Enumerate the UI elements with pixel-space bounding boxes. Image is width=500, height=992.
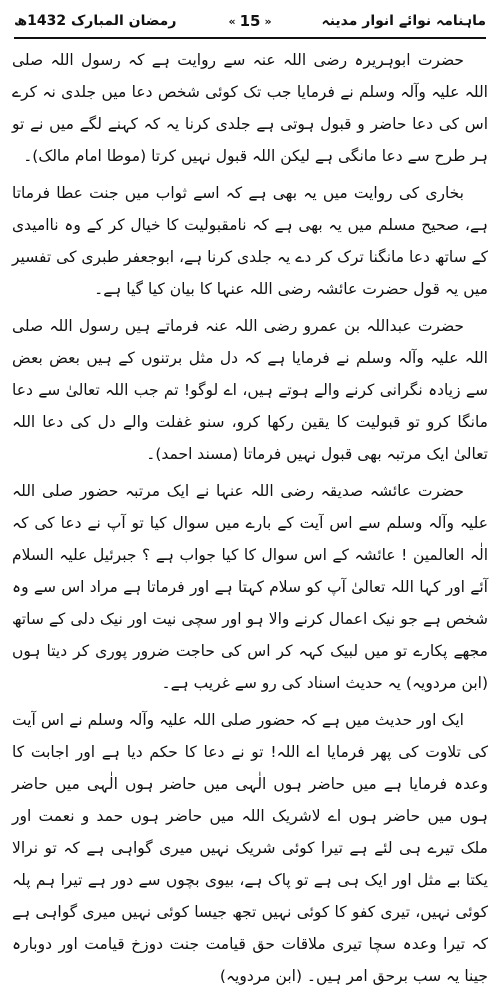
- article-body: [12, 44, 488, 985]
- magazine-title: ماہنامہ نوائے انوار مدینہ: [321, 13, 486, 29]
- issue-date: رمضان المبارک 1432ھ: [14, 13, 177, 29]
- paragraph: ایک اور حدیث میں ہے کہ حضور صلی اللہ علیہ وآلہ وسلم نے اس آیت کی تلاوت کی پھر فرمایا اے اللہ! تو نے دعا کا حکم دیا ہے اور اجابت کا وعدہ فرمایا ہے میں حاضر ہوں الٰہی میں حاضر ہوں الٰہی میں حاضر ہوں میں حاضر ہوں اے لاشریک اللہ میں حاضر ہوں حمد و نعمت اور ملک تیرے ہی لئے ہے تیرا کوئی شریک نہیں میری گواہی ہے کہ تو نرالا یکتا بے مثل اور ایک ہی ہے تو پاک ہے، بیوی بچوں سے دور ہے تیرا ہم پلہ کوئی نہیں، تیری کفو کا کوئی نہیں تجھ جیسا کوئی نہیں میری گواہی ہے کہ تیرا وعدہ سچا تیری ملاقات حق قیامت جنت دوزخ قیامت اور دوبارہ جینا یہ سب برحق امر ہیں۔ (ابن مردویہ): [12, 711, 488, 985]
- page-number: 15: [239, 12, 261, 30]
- page-number-badge: [228, 12, 271, 30]
- page-header: [14, 6, 486, 36]
- paragraph: حضرت ابوہریرہ رضی اللہ عنہ سے روایت ہے کہ رسول اللہ صلی اللہ علیہ وآلہ وسلم نے فرمایا جب تک کوئی شخص دعا میں جلدی نہ کرے اس کی دعا حاضر و قبول ہوتی ہے جلدی کرنا یہ کہ کہنے لگے میں نے تو ہر طرح سے دعا مانگی ہے لیکن اللہ قبول نہیں کرتا (موطا امام مالک)۔: [12, 51, 488, 165]
- left-ornament-icon: «: [228, 14, 236, 28]
- paragraph: حضرت عائشہ صدیقہ رضی اللہ عنہا نے ایک مرتبہ حضور صلی اللہ علیہ وآلہ وسلم سے اس آیت کے بارے میں سوال کیا تو آپ نے دعا کی کہ الٰہ العالمین ! عائشہ کے اس سوال کا کیا جواب ہے ؟ جبرئیل علیہ السلام آئے اور کہا اللہ تعالیٰ آپ کو سلام کہتا ہے اور فرماتا ہے مراد اس سے وہ شخص ہے جو نیک اعمال کرنے والا ہو اور سچی نیت اور نیک دلی کے ساتھ مجھے پکارے تو میں لبیک کہہ کر اس کی حاجت ضرور پوری کر دیتا ہوں (ابن مردویہ) یہ حدیث اسناد کی رو سے غریب ہے۔: [12, 482, 488, 692]
- right-ornament-icon: »: [264, 14, 272, 28]
- paragraph: حضرت عبداللہ بن عمرو رضی اللہ عنہ فرماتے ہیں رسول اللہ صلی اللہ علیہ وآلہ وسلم نے فرمایا ہے کہ دل مثل برتنوں کے ہیں بعض بعض سے زیادہ نگرانی کرنے والے ہوتے ہیں، اے لوگو! تم جب اللہ تعالیٰ سے دعا مانگا کرو تو قبولیت کا یقین رکھا کرو، سنو غفلت والے دل کی دعا اللہ تعالیٰ ایک مرتبہ بھی قبول نہیں فرماتا (مسند احمد)۔: [12, 317, 488, 463]
- paragraph: بخاری کی روایت میں یہ بھی ہے کہ اسے ثواب میں جنت عطا فرماتا ہے، صحیح مسلم میں یہ بھی ہے کہ نامقبولیت کا خیال کر کے وہ ناامیدی کے ساتھ دعا مانگنا ترک کر دے یہ جلدی کرنا ہے، ابوجعفر طبری کی تفسیر میں یہ قول حضرت عائشہ رضی اللہ عنہا کا بیان کیا گیا ہے۔: [12, 184, 488, 298]
- header-divider: [14, 37, 486, 39]
